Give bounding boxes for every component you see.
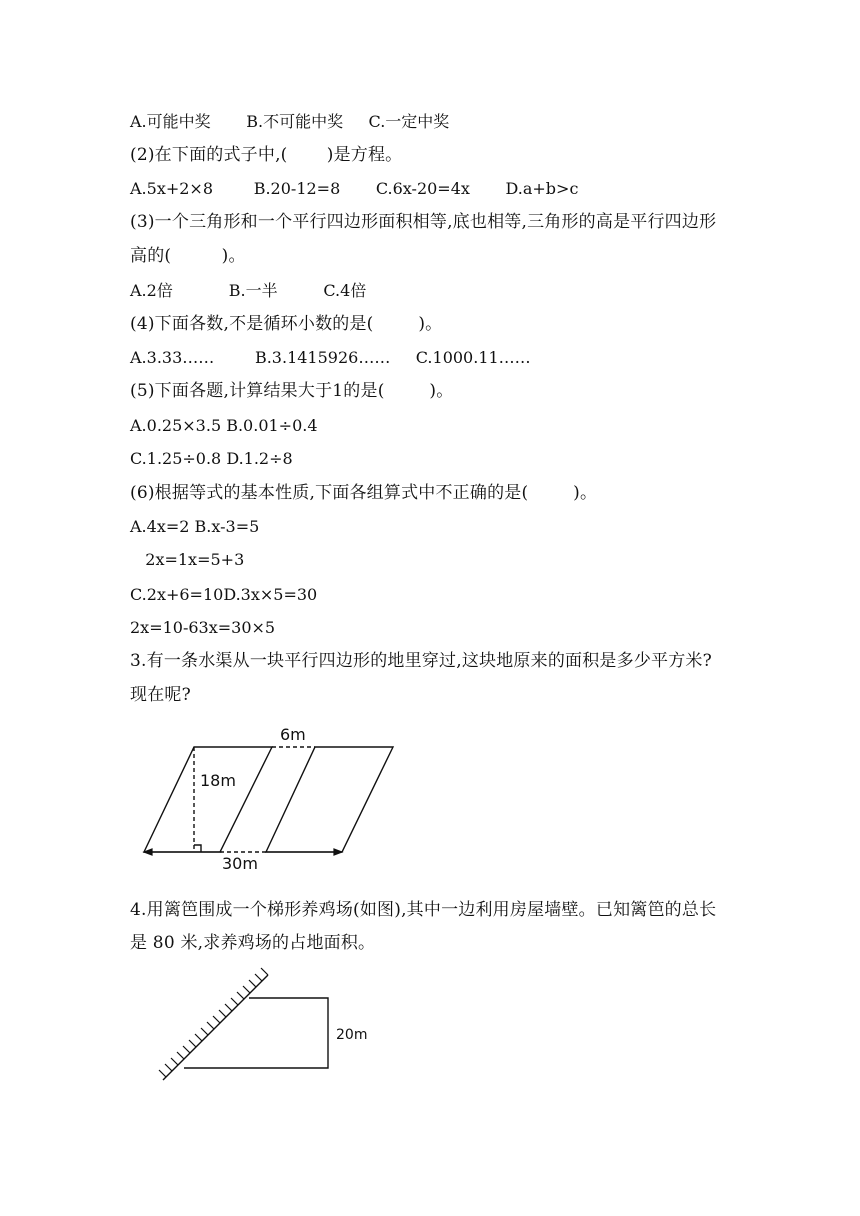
q6-options-cd-step: 2x=10-63x=30×5 xyxy=(130,618,276,637)
q5-options-ab: A.0.25×3.5 B.0.01÷0.4 xyxy=(130,416,318,435)
trapezoid-height-label: 20m xyxy=(336,1027,368,1043)
right-angle-mark xyxy=(194,845,201,852)
q2-options: A.5x+2×8 B.20-12=8 C.6x-20=4x D.a+b>c xyxy=(130,179,579,198)
trapezoid-figure xyxy=(163,975,328,1080)
base-arrowhead-right xyxy=(334,849,342,855)
q6-options-ab-step: 2x=1x=5+3 xyxy=(130,550,245,569)
q3-stem-cont: 高的( )。 xyxy=(130,246,246,266)
q3-stem: (3)一个三角形和一个平行四边形面积相等,底也相等,三角形的高是平行四边形 xyxy=(130,212,717,232)
q6-stem: (6)根据等式的基本性质,下面各组算式中不正确的是( )。 xyxy=(130,483,598,503)
right-parallelogram xyxy=(266,747,393,852)
q1-options: A.可能中奖 B.不可能中奖 C.一定中奖 xyxy=(130,112,450,131)
q6-options-ab: A.4x=2 B.x-3=5 xyxy=(130,517,260,536)
q2-stem: (2)在下面的式子中,( )是方程。 xyxy=(130,145,403,165)
q5-options-cd: C.1.25÷0.8 D.1.2÷8 xyxy=(130,449,293,468)
q3-options: A.2倍 B.一半 C.4倍 xyxy=(130,281,367,300)
canal-width-label: 6m xyxy=(280,725,306,744)
base-label: 30m xyxy=(222,854,258,873)
problem3-stem-cont: 现在呢? xyxy=(130,685,191,705)
q4-stem: (4)下面各数,不是循环小数的是( )。 xyxy=(130,314,443,334)
house-wall xyxy=(163,975,268,1080)
wall-hatching xyxy=(159,968,268,1077)
q5-stem: (5)下面各题,计算结果大于1的是( )。 xyxy=(130,381,454,401)
left-parallelogram xyxy=(144,747,272,852)
problem4-stem: 4.用篱笆围成一个梯形养鸡场(如图),其中一边利用房屋墙壁。已知篱笆的总长 xyxy=(130,900,717,920)
problem3-stem: 3.有一条水渠从一块平行四边形的地里穿过,这块地原来的面积是多少平方米? xyxy=(130,651,712,671)
q4-options: A.3.33…… B.3.1415926…… C.1000.11…… xyxy=(130,348,531,367)
problem4-stem-cont: 是 80 米,求养鸡场的占地面积。 xyxy=(130,933,376,953)
height-label: 18m xyxy=(200,771,236,790)
q6-options-cd: C.2x+6=10D.3x×5=30 xyxy=(130,585,318,604)
